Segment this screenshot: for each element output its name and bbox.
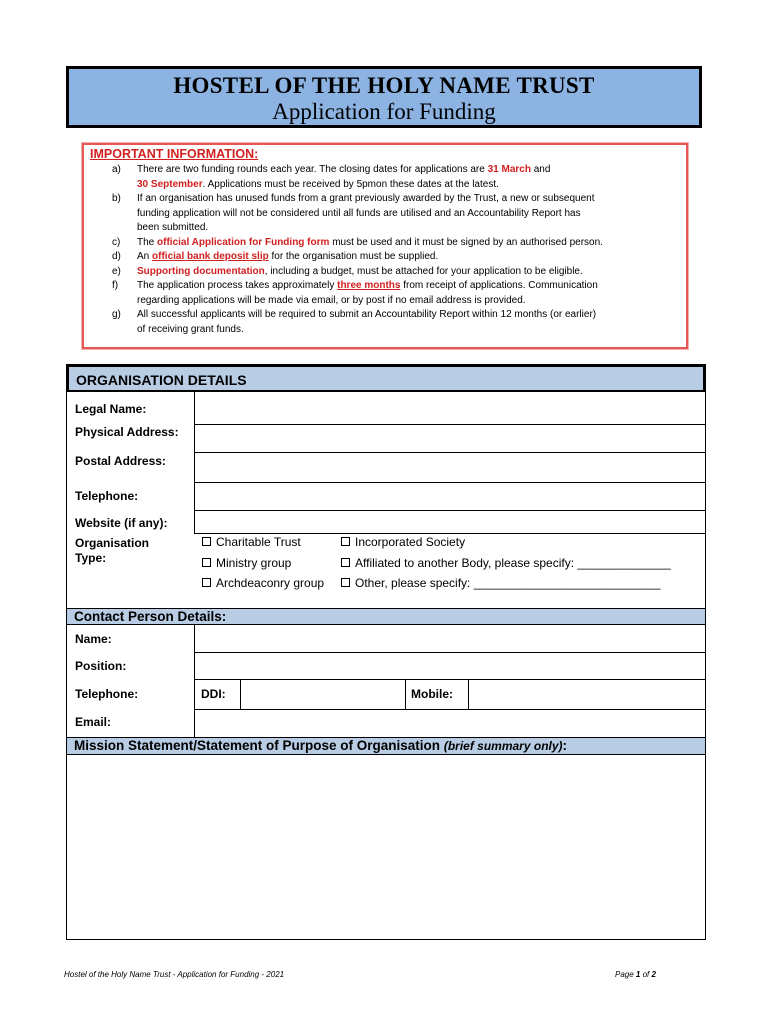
physical-address-field[interactable] [194, 424, 705, 453]
postal-address-field[interactable] [194, 452, 705, 483]
info-item-c: c) The official Application for Funding form must be used and it must be signed by an authorised person. [112, 236, 603, 248]
option-archdeaconry-group[interactable]: Archdeaconry group [202, 576, 324, 590]
organisation-type-label: Organisation Type: [75, 536, 150, 565]
physical-address-label: Physical Address: [75, 425, 179, 439]
mission-statement-header: Mission Statement/Statement of Purpose of Organisation (brief summary only): [67, 737, 705, 755]
position-label: Position: [75, 659, 127, 673]
website-label: Website (if any): [75, 516, 168, 530]
legal-name-field[interactable] [194, 392, 705, 425]
option-incorporated-society[interactable]: Incorporated Society [341, 535, 465, 549]
position-field[interactable] [194, 652, 705, 680]
info-item-d: d) An official bank deposit slip for the organisation must be supplied. [112, 251, 439, 262]
form-title: HOSTEL OF THE HOLY NAME TRUST [173, 73, 595, 98]
mobile-field[interactable] [469, 680, 705, 709]
info-list [84, 163, 686, 337]
info-item-a: a) There are two funding rounds each year. The closing dates for applications are 31 March and 30 September. Applications must be received by 5pmon these dates at the latest. [112, 164, 551, 190]
checkbox-icon[interactable] [341, 537, 350, 546]
info-item-e: e) Supporting documentation, including a budget, must be attached for your application to be eligible. [112, 265, 583, 277]
info-item-f: f) The application process takes approximately three months from receipt of applications. Communication regarding applications will be made via email, or by post if no email address is provided. [112, 280, 598, 306]
footer-page-number: Page 1 of 2 [615, 970, 656, 979]
footer-document-title: Hostel of the Holy Name Trust - Application for Funding - 2021 [64, 970, 285, 979]
mobile-label: Mobile: [411, 687, 453, 701]
website-field[interactable] [194, 510, 705, 534]
organisation-details-header: ORGANISATION DETAILS [67, 365, 705, 392]
option-affiliated[interactable]: Affiliated to another Body, please specify: ______________ [341, 556, 671, 570]
important-information-box [82, 143, 688, 349]
legal-name-label: Legal Name: [75, 402, 147, 416]
contact-name-label: Name: [75, 632, 112, 646]
contact-name-field[interactable] [194, 625, 705, 653]
checkbox-icon[interactable] [202, 578, 211, 587]
info-title: IMPORTANT INFORMATION: [90, 147, 259, 161]
option-ministry-group[interactable]: Ministry group [202, 556, 291, 570]
info-item-b: b) If an organisation has unused funds from a grant previously awarded by the Trust, a new or subsequent funding application will not be considered until all funds are utilised and an Accountability Report has been submitted. [112, 193, 595, 233]
org-telephone-label: Telephone: [75, 489, 139, 503]
postal-address-label: Postal Address: [75, 454, 166, 468]
application-form [66, 364, 706, 940]
email-field[interactable] [194, 709, 705, 737]
checkbox-icon[interactable] [202, 537, 211, 546]
checkbox-icon[interactable] [202, 558, 211, 567]
contact-person-header: Contact Person Details: [67, 608, 705, 625]
mobile-divider [405, 679, 406, 709]
ddi-field[interactable] [241, 680, 405, 709]
option-other[interactable]: Other, please specify: ____________________________ [341, 576, 661, 590]
contact-telephone-label: Telephone: [75, 687, 139, 701]
email-label: Email: [75, 715, 112, 729]
form-subtitle: Application for Funding [272, 99, 496, 124]
checkbox-icon[interactable] [341, 578, 350, 587]
checkbox-icon[interactable] [341, 558, 350, 567]
org-telephone-field[interactable] [194, 482, 705, 511]
option-charitable-trust[interactable]: Charitable Trust [202, 535, 301, 549]
ddi-label: DDI: [201, 687, 226, 701]
info-item-g: g) All successful applicants will be required to submit an Accountability Report within 12 months (or earlier) of receiving grant funds. [112, 309, 597, 335]
title-banner [66, 66, 702, 128]
mission-statement-field[interactable] [67, 755, 705, 939]
